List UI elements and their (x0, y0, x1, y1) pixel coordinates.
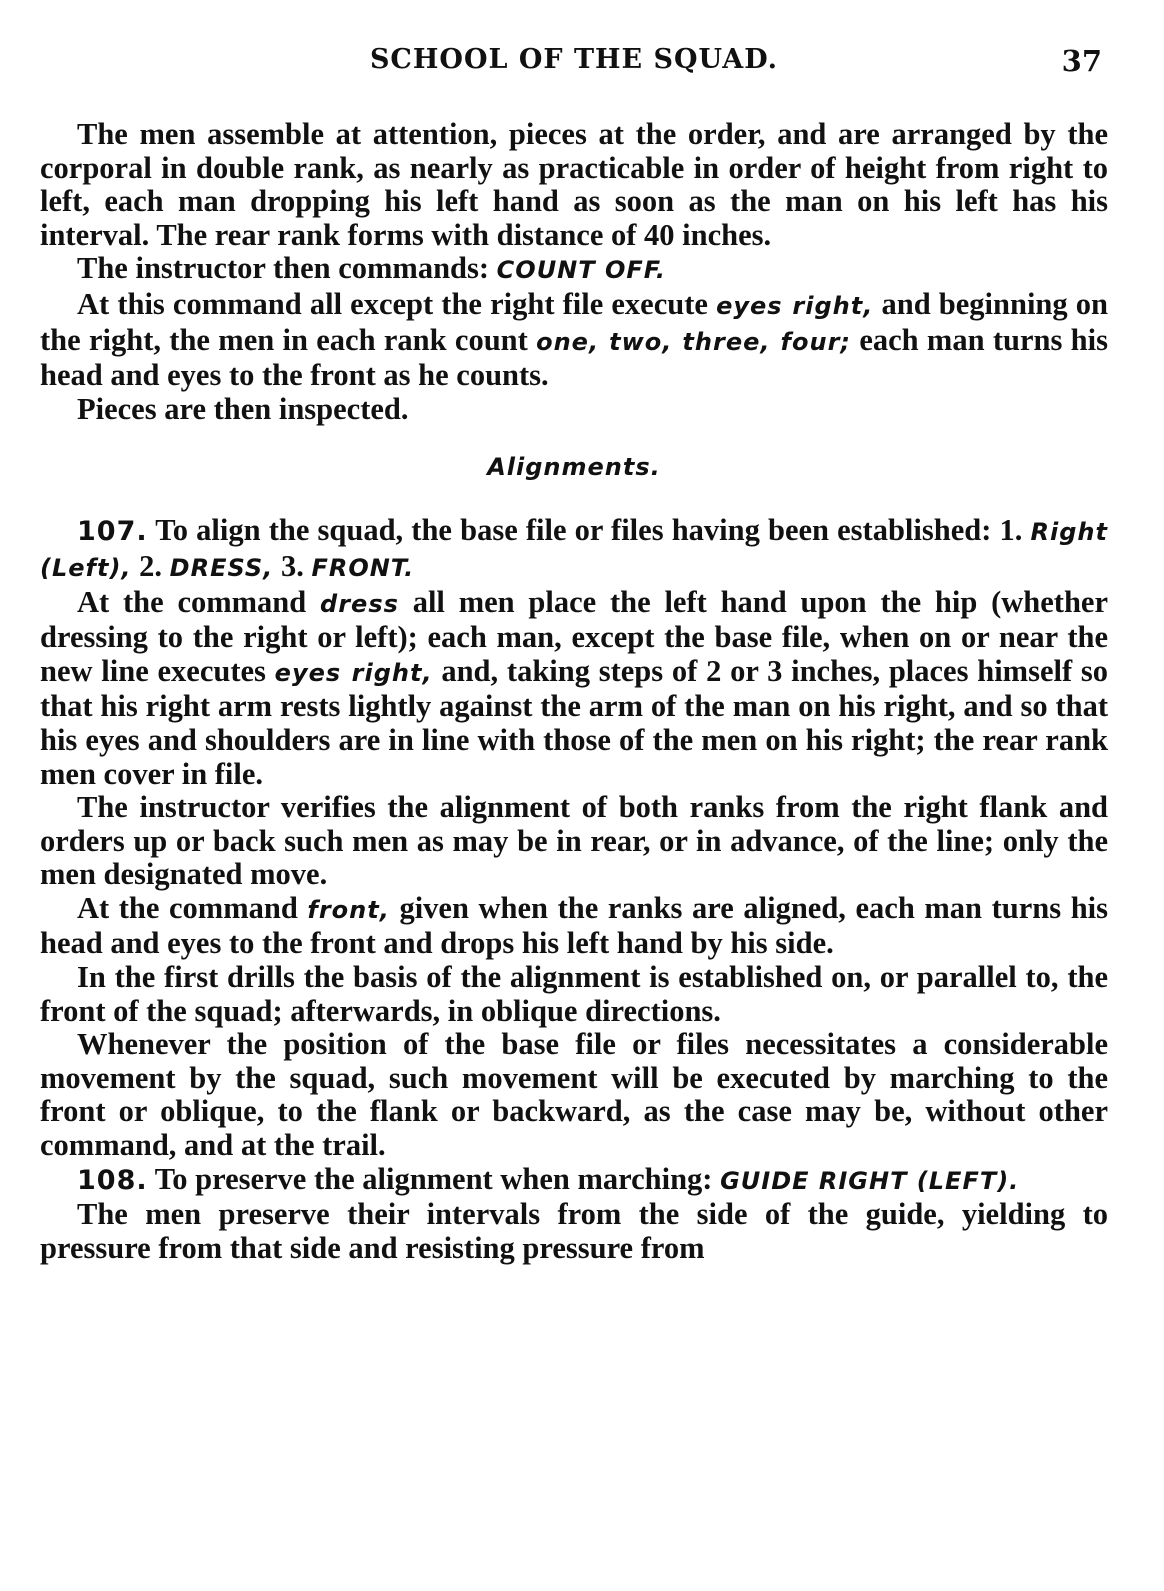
section-heading-alignments: Alignments. (487, 453, 661, 482)
running-head (40, 44, 1108, 84)
paragraph-assemble: The men assemble at attention, pieces at the order, and are arranged by the corporal in double rank, as nearly as practicable in order of height from right to left, each man dropping his left hand as soon as the man on his left has his interval. The rear rank forms with distance of 40 inches. (40, 117, 1108, 252)
command-eyes-right: eyes right, (716, 291, 874, 320)
command-front-inline: front, (307, 895, 390, 924)
text-run: 3. (273, 548, 312, 583)
text-run: The instructor then commands: (77, 251, 497, 286)
paragraph-inspection: Pieces are then inspected. (77, 391, 409, 426)
text-run: At the command (77, 584, 321, 619)
paragraph-number-108: 108. (77, 1164, 148, 1196)
page-number: 37 (1061, 44, 1102, 78)
paragraph-front (40, 892, 1108, 961)
command-guide-right: GUIDE RIGHT (LEFT). (720, 1166, 1020, 1195)
paragraph-number-107: 107. (77, 516, 148, 548)
command-dress: DRESS, (169, 553, 274, 582)
paragraph-whenever: Whenever the position of the base file or files necessitates a considerable movement by the squad, such movement will be executed by marching to the front or oblique, to the flank or backward, as the case may be, without other command, and at the trail. (40, 1027, 1108, 1163)
paragraph-verify: The instructor verifies the alignment of both ranks from the right flank and orders up or back such men as may be in rear, or in advance, of the line; only the men designated move. (40, 790, 1108, 892)
text-run: each man turns his head and eyes to the front as he counts. (40, 322, 1108, 393)
text-run: To preserve the alignment when marching: (147, 1161, 721, 1196)
text-run: 2. (131, 548, 170, 583)
text-run: all men place the left hand upon the hip (whether dressing to the right or left); each man, except the base file, when on or near the new line executes (40, 584, 1108, 688)
text-run: At this command all except the right file execute (77, 286, 717, 321)
paragraph-count-off-execution (40, 288, 1108, 393)
paragraph-count-off-command (40, 252, 1108, 288)
command-count: one, two, three, four; (536, 327, 851, 356)
text-run: given when the ranks are aligned, each man turns his head and eyes to the front and drops his left hand by his side. (40, 890, 1108, 961)
paragraph-first-drills: In the first drills the basis of the alignment is established on, or parallel to, the front of the squad; afterwards, in oblique directions. (40, 960, 1108, 1028)
command-front: FRONT. (311, 553, 415, 582)
text-run: To align the squad, the base file or files having been established: 1. (147, 513, 1031, 548)
paragraph-108 (40, 1163, 1108, 1199)
command-eyes-right-inline: eyes right, (274, 658, 433, 687)
body-text (40, 118, 1108, 1265)
paragraph-dress (40, 586, 1108, 792)
text-run: and, taking steps of 2 or 3 inches, places himself so that his right arm rests lightly against the arm of the man on his right, and so that his eyes and shoulders are in line with those of the men on his right; the rear rank men cover in file. (40, 653, 1108, 791)
paragraph-guide: The men preserve their intervals from the side of the guide, yielding to pressure from that side and resisting pressure from (40, 1197, 1108, 1265)
text-run: At the command (77, 890, 308, 925)
paragraph-107 (40, 514, 1108, 585)
command-dress-inline: dress (320, 589, 399, 618)
command-count-off: COUNT OFF. (496, 256, 666, 285)
text-run: and beginning on the right, the men in each rank count (40, 286, 1108, 357)
command-right-left: Right (Left), (40, 518, 1108, 582)
running-title: SCHOOL OF THE SQUAD. (369, 44, 779, 75)
